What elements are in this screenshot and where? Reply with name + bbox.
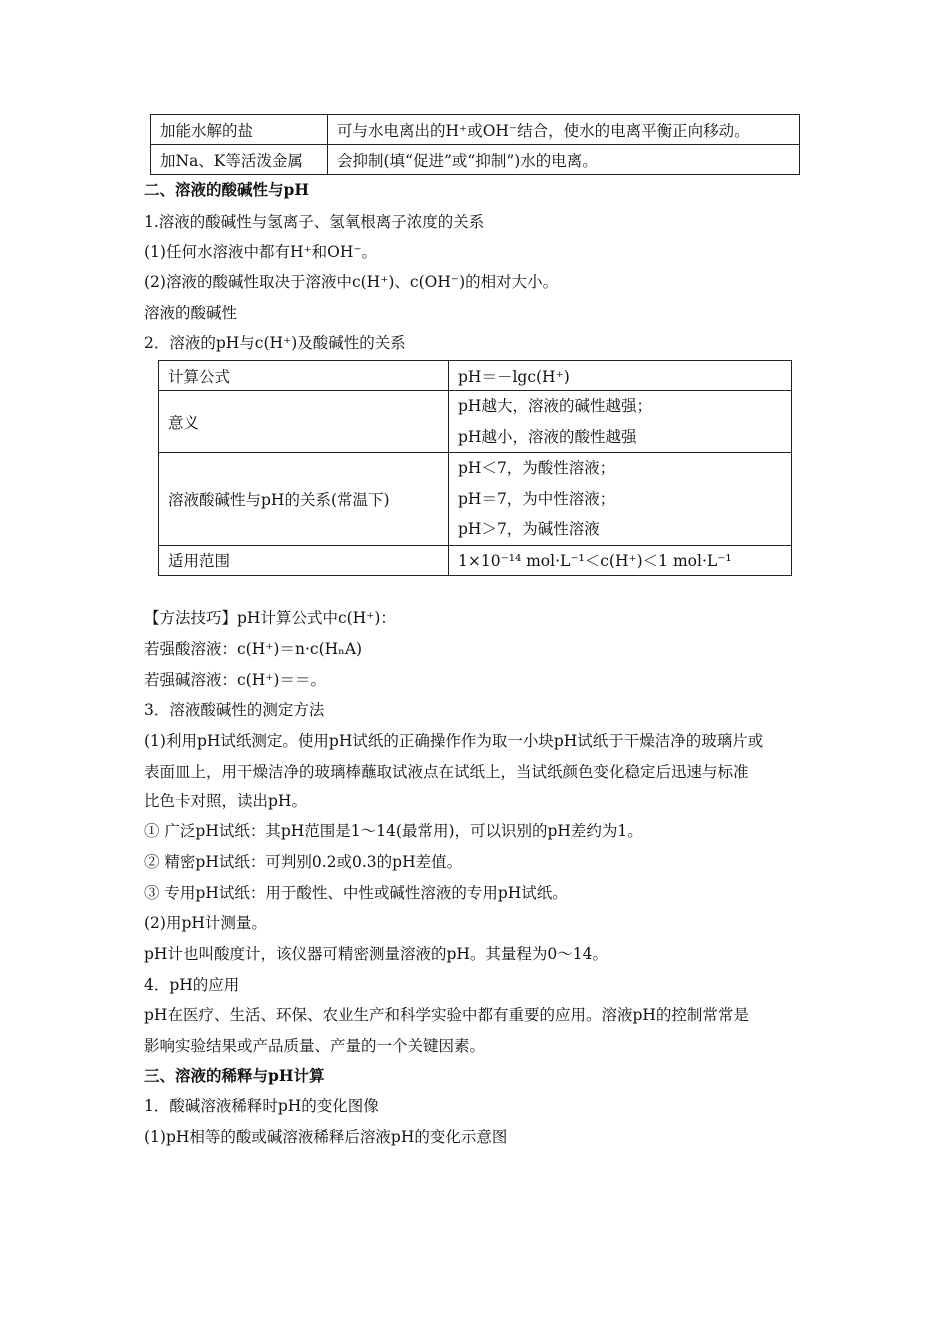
table-cell: 计算公式 [159, 361, 449, 391]
paragraph: 比色卡对照，读出pH。 [144, 792, 307, 810]
paragraph: 1．酸碱溶液稀释时pH的变化图像 [144, 1097, 379, 1115]
paragraph: pH在医疗、生活、环保、农业生产和科学实验中都有重要的应用。溶液pH的控制常常是 [144, 1006, 749, 1024]
table-row [151, 115, 800, 145]
table-cell: pH＝－lgc(H⁺) [449, 361, 792, 391]
table-cell: 可与水电离出的H⁺或OH⁻结合，使水的电离平衡正向移动。 [328, 115, 800, 145]
table-cell: 适用范围 [159, 545, 449, 575]
paragraph: 1.溶液的酸碱性与氢离子、氢氧根离子浓度的关系 [144, 213, 485, 231]
table-row [151, 145, 800, 175]
paragraph: 影响实验结果或产品质量、产量的一个关键因素。 [144, 1037, 486, 1055]
cell-line: pH越大，溶液的碱性越强； [458, 397, 652, 415]
table-row [159, 361, 792, 391]
cell-line: pH＝7，为中性溶液； [458, 489, 616, 508]
paragraph: 若强碱溶液：c(H⁺)＝＝。 [144, 671, 326, 689]
table-cell: 意义 [159, 391, 449, 453]
cell-line: pH＜7，为酸性溶液； [458, 459, 616, 477]
paragraph: 表面皿上，用干燥洁净的玻璃棒蘸取试液点在试纸上，当试纸颜色变化稳定后迅速与标准 [144, 763, 749, 781]
paragraph: 3．溶液酸碱性的测定方法 [144, 701, 325, 719]
paragraph: pH计也叫酸度计，该仪器可精密测量溶液的pH。其量程为0～14。 [144, 945, 608, 963]
table-cell: 加Na、K等活泼金属 [151, 145, 328, 175]
paragraph: 若强酸溶液：c(H⁺)＝n·c(HₙA) [144, 640, 363, 658]
list-item: ③ 专用pH试纸：用于酸性、中性或碱性溶液的专用pH试纸。 [144, 884, 568, 902]
table-cell: 1×10⁻¹⁴ mol·L⁻¹＜c(H⁺)＜1 mol·L⁻¹ [449, 545, 792, 575]
list-item: ① 广泛pH试纸：其pH范围是1～14(最常用)，可以识别的pH差约为1。 [144, 822, 643, 840]
paragraph: (1)利用pH试纸测定。使用pH试纸的正确操作作为取一小块pH试纸于干燥洁净的玻璃片或 [144, 732, 764, 750]
paragraph: (2)用pH计测量。 [144, 914, 267, 932]
table-row [159, 391, 792, 453]
table-cell: 溶液酸碱性与pH的关系(常温下) [159, 453, 449, 546]
paragraph: 4．pH的应用 [144, 976, 240, 994]
water-ionization-table [150, 114, 800, 175]
table-cell [449, 391, 792, 453]
paragraph: (1)pH相等的酸或碱溶液稀释后溶液pH的变化示意图 [144, 1128, 508, 1146]
paragraph: 溶液的酸碱性 [144, 304, 238, 322]
table-row [159, 545, 792, 575]
paragraph: (1)任何水溶液中都有H⁺和OH⁻。 [144, 243, 378, 261]
paragraph: 2．溶液的pH与c(H⁺)及酸碱性的关系 [144, 334, 406, 352]
list-item: ② 精密pH试纸：可判别0.2或0.3的pH差值。 [144, 853, 463, 871]
section-heading: 二、溶液的酸碱性与pH [144, 180, 309, 199]
ph-relation-table [158, 360, 792, 576]
table-cell [449, 453, 792, 546]
cell-line: pH＞7，为碱性溶液 [458, 520, 600, 538]
table-cell: 会抑制(填“促进”或“抑制”)水的电离。 [328, 145, 800, 175]
tips-title: 【方法技巧】pH计算公式中c(H⁺)： [144, 609, 396, 627]
table-cell: 加能水解的盐 [151, 115, 328, 145]
cell-line: pH越小，溶液的酸性越强 [458, 427, 637, 446]
paragraph: (2)溶液的酸碱性取决于溶液中c(H⁺)、c(OH⁻)的相对大小。 [144, 273, 559, 291]
section-heading: 三、溶液的稀释与pH计算 [144, 1066, 325, 1085]
table-row [159, 453, 792, 546]
